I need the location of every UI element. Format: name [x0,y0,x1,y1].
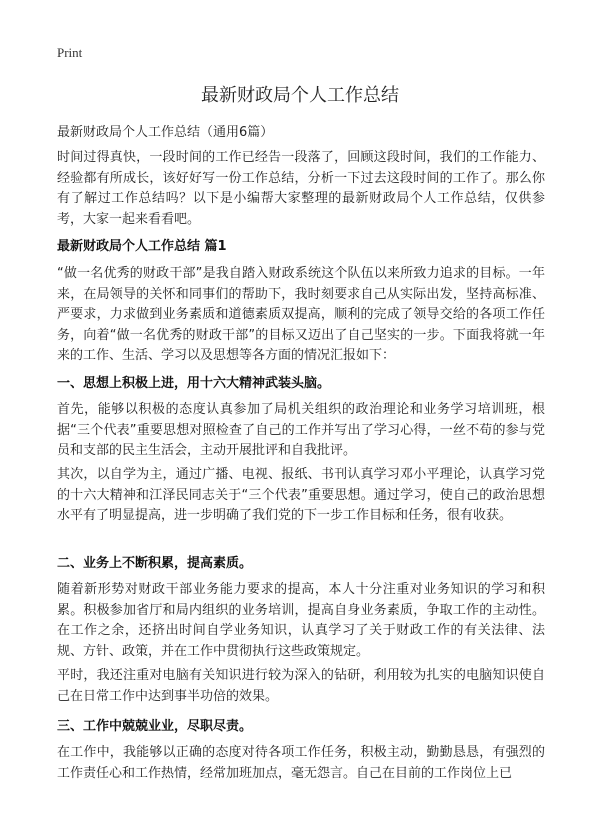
section-title: 最新财政局个人工作总结 篇1 [57,239,227,254]
intro-paragraph: 时间过得真快，一段时间的工作已经告一段落了，回顾这段时间，我们的工作能力、经验都有所成长，该好好写一份工作总结，分析一下过去这段时间的工作了。那么你有了解过工作总结吗？以下是小编帮大家整理的最新财政局个人工作总结，仅供参考，大家一起来看看吧。 [57,150,545,227]
article-subtitle: 最新财政局个人工作总结（通用6篇） [57,125,274,140]
paragraph-3: 其次，以自学为主，通过广播、电视、报纸、书刊认真学习邓小平理论，认真学习党的十六大精神和江泽民同志关于“三个代表”重要思想。通过学习，使自己的政治思想水平有了明显提高，进一步明确了我们党的下一步工作目标和任务，很有收获。 [57,467,545,523]
print-link[interactable]: Print [57,45,83,60]
paragraph-1: “做一名优秀的财政干部”是我自踏入财政系统这个队伍以来所致力追求的目标。一年来，在局领导的关怀和同事们的帮助下，我时刻要求自己从实际出发，坚持高标准、严要求，力求做到业务素质和道德素质双提高，顺利的完成了领导交给的各项工作任务，向着“做一名优秀的财政干部”的目标又迈出了自己坚实的一步。下面我将就一年来的工作、生活、学习以及思想等各方面的情况汇报如下： [57,266,545,363]
paragraph-6: 在工作中，我能够以正确的态度对待各项工作任务，积极主动，勤勤恳恳，有强烈的工作责任心和工作热情，经常加班加点，毫无怨言。自己在目前的工作岗位上已 [57,745,545,781]
paragraph-4: 随着新形势对财政干部业务能力要求的提高，本人十分注重对业务知识的学习和积累。积极参加省厅和局内组织的业务培训，提高自身业务素质，争取工作的主动性。在工作之余，还挤出时间自学业务知识，认真学习了关于财政工作的有关法律、法规、方针、政策，并在工作中贯彻执行这些政策规定。 [57,582,545,659]
heading-2: 二、业务上不断积累，提高素质。 [57,556,253,571]
paragraph-5: 平时，我还注重对电脑有关知识进行较为深入的钻研，利用较为扎实的电脑知识使自己在日常工作中达到事半功倍的效果。 [57,668,545,704]
heading-1: 一、思想上积极上进，用十六大精神武装头脑。 [57,376,331,391]
page-title: 最新财政局个人工作总结 [201,85,399,106]
paragraph-2: 首先，能够以积极的态度认真参加了局机关组织的政治理论和业务学习培训班，根据“三个代表”重要思想对照检查了自己的工作并写出了学习心得，一丝不苟的参与党员和支部的民主生活会，主动开展批评和自我批评。 [57,402,545,458]
heading-3: 三、工作中兢兢业业，尽职尽责。 [57,719,253,734]
